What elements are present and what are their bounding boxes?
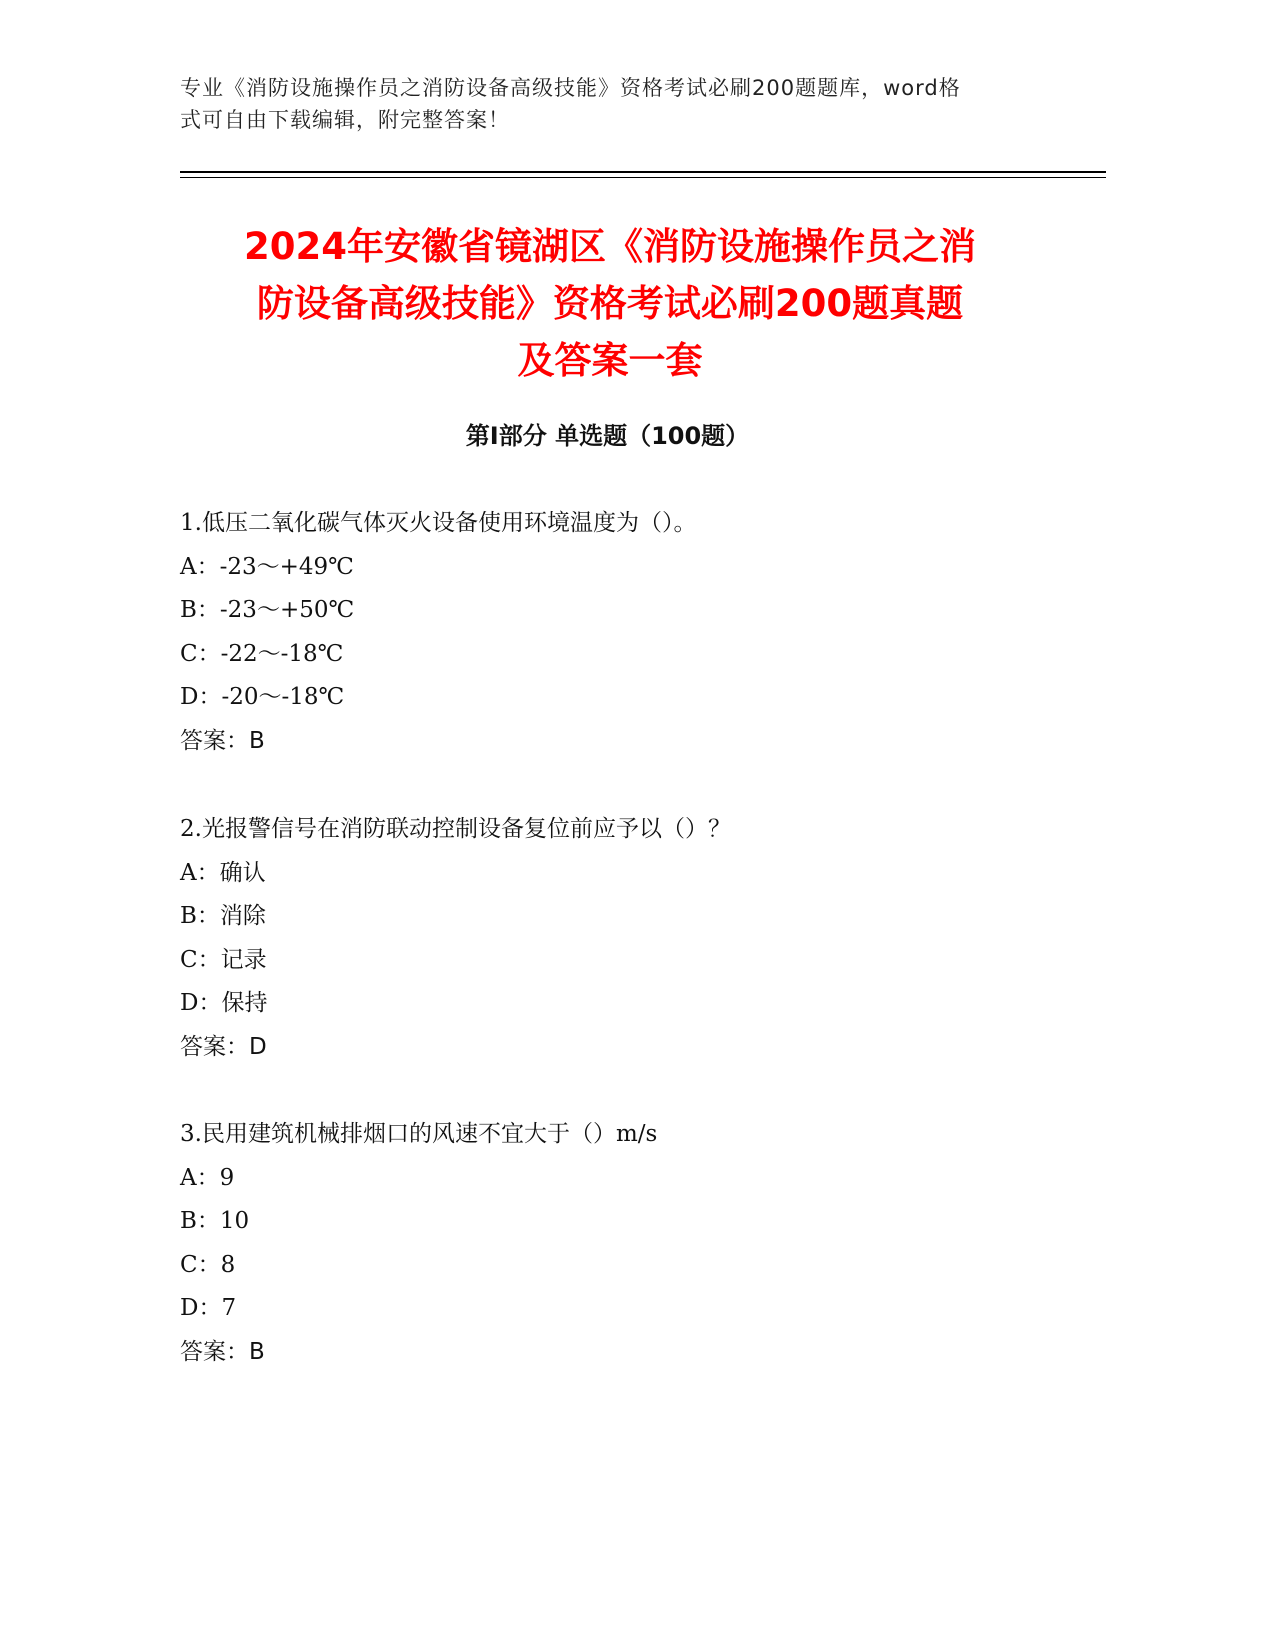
- answer: 答案：B: [180, 1338, 265, 1365]
- option-a: A：确认: [180, 859, 266, 886]
- header-note: [180, 72, 1040, 136]
- header-divider-thick: [180, 171, 1106, 173]
- header-note-line-1: 专业《消防设施操作员之消防设备高级技能》资格考试必刷200题题库，word格: [180, 76, 961, 100]
- option-b: B：10: [180, 1208, 250, 1234]
- option-b: B：-23～+50℃: [180, 597, 355, 623]
- option-b: B：消除: [180, 903, 266, 929]
- question-3: [180, 1113, 1080, 1374]
- section-heading: 第Ⅰ部分 单选题（100题）: [465, 422, 750, 450]
- option-c: C：记录: [180, 946, 267, 973]
- option-d: D：7: [180, 1295, 237, 1321]
- answer: 答案：B: [180, 727, 265, 754]
- header-note-line-2: 式可自由下载编辑，附完整答案！: [180, 108, 510, 132]
- option-c: C：-22～-18℃: [180, 640, 344, 667]
- answer: 答案：D: [180, 1033, 267, 1060]
- question-1: [180, 502, 1080, 763]
- option-c: C：8: [180, 1251, 236, 1278]
- document-title-line-3: 及答案一套: [517, 339, 703, 382]
- question-2: [180, 808, 1080, 1069]
- document-title-line-1: 2024年安徽省镜湖区《消防设施操作员之消: [244, 225, 976, 268]
- question-stem: 2.光报警信号在消防联动控制设备复位前应予以（）？: [180, 816, 731, 842]
- document-title: [160, 218, 1060, 389]
- option-d: D：保持: [180, 990, 268, 1016]
- header-divider-thin: [180, 177, 1106, 178]
- option-a: A：9: [180, 1164, 235, 1191]
- question-stem: 3.民用建筑机械排烟口的风速不宜大于（）m/s: [180, 1121, 658, 1147]
- question-stem: 1.低压二氧化碳气体灭火设备使用环境温度为（）。: [180, 510, 697, 536]
- document-title-line-2: 防设备高级技能》资格考试必刷200题真题: [256, 282, 964, 325]
- option-a: A：-23～+49℃: [180, 553, 354, 580]
- option-d: D：-20～-18℃: [180, 684, 345, 710]
